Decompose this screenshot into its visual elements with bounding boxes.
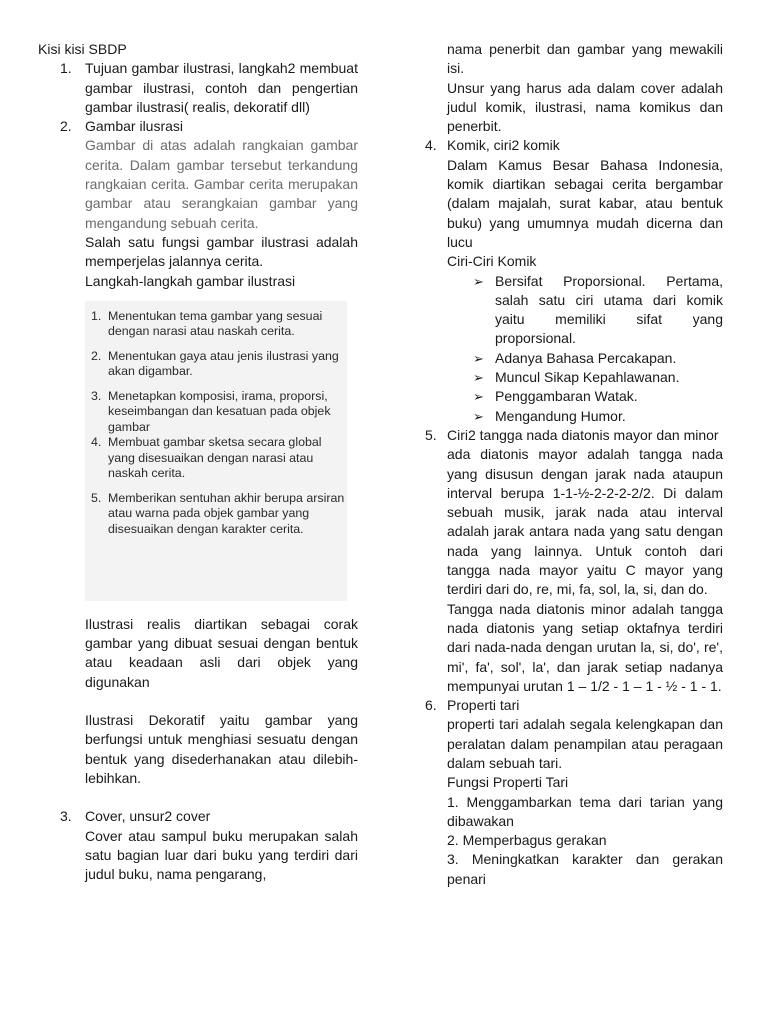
section-5-minor: Tangga nada diatonis minor adalah tangga nada diatonis yang setiap oktafnya terdiri dari nada-nada dengan urutan la, si, do', re', mi', fa', sol', la', dan jarak setiap nadanya mempunyai urutan 1 – 1/2 - 1 – 1 - ½ - 1 - 1.: [447, 600, 723, 694]
section-4: [425, 136, 723, 425]
section-1-text: Tujuan gambar ilustrasi, langkah2 membuat gambar ilustrasi, contoh dan pengertian gambar ilustrasi( realis, dekoratif dll): [85, 60, 358, 115]
steps-image: [85, 301, 347, 601]
section-number: 5.: [425, 426, 437, 443]
section-6-text: properti tari adalah segala kelengkapan dan peralatan dalam penampilan atau peragaan dalam sebuah tari.: [447, 716, 723, 771]
section-2: [38, 117, 358, 291]
section-number: 2.: [60, 118, 72, 135]
bullet-item: ➢ Penggambaran Watak.: [447, 387, 723, 406]
ilustrasi-realis: Ilustrasi realis diartikan sebagai corak gambar yang dibuat sesuai dengan bentuk atau keadaan asli dari objek yang digunakan: [85, 615, 358, 690]
section-number: 3.: [60, 808, 72, 825]
section-3-continuation: nama penerbit dan gambar yang mewakili isi.: [447, 41, 723, 77]
section-2-gray-text: Gambar di atas adalah rangkaian gambar cerita. Dalam gambar tersebut terkandung rangkaian cerita. Gambar cerita merupakan gambar atau serangkaian gambar yang mengandung sebuah cerita.: [85, 137, 358, 231]
arrow-bullet-icon: ➢: [473, 408, 484, 424]
fungsi-item: 3. Meningkatkan karakter dan gerakan penari: [447, 851, 723, 887]
section-3-cont: [425, 40, 723, 136]
section-2-cont: [38, 615, 358, 807]
section-number: 6.: [425, 697, 437, 714]
section-5-heading: Ciri2 tangga nada diatonis mayor dan minor: [447, 426, 719, 443]
section-2-langkah-heading: Langkah-langkah gambar ilustrasi: [85, 272, 296, 289]
bullet-item: ➢ Muncul Sikap Kepahlawanan.: [447, 368, 723, 387]
section-3: [38, 807, 358, 884]
fungsi-properti-heading: Fungsi Properti Tari: [447, 774, 569, 791]
bullet-item: ➢ Mengandung Humor.: [447, 407, 723, 426]
section-number: 1.: [60, 60, 72, 77]
document-title: Kisi kisi SBDP: [38, 41, 127, 57]
step-item: 1. Menentukan tema gambar yang sesuai dengan narasi atau naskah cerita.: [91, 308, 323, 339]
arrow-bullet-icon: ➢: [473, 350, 484, 366]
step-item: 3. Menetapkan komposisi, irama, proporsi, keseimbangan dan kesatuan pada objek gambar: [91, 388, 331, 434]
step-item: 2. Menentukan gaya atau jenis ilustrasi yang akan digambar.: [91, 348, 339, 379]
section-6: [425, 696, 723, 889]
section-4-heading: Komik, ciri2 komik: [447, 137, 560, 154]
section-3-unsur: Unsur yang harus ada dalam cover adalah judul komik, ilustrasi, nama komikus dan penerbit.: [447, 79, 723, 135]
section-2-fungsi: Salah satu fungsi gambar ilustrasi adalah memperjelas jalannya cerita.: [85, 233, 358, 270]
right-column: [425, 40, 723, 889]
section-2-heading: Gambar ilusrasi: [85, 118, 184, 135]
arrow-bullet-icon: ➢: [473, 389, 484, 405]
section-6-heading: Properti tari: [447, 697, 520, 714]
left-column: [38, 40, 358, 884]
ciri-komik-heading: Ciri-Ciri Komik: [447, 253, 537, 270]
step-item: 4. Membuat gambar sketsa secara global yang disesuaikan dengan narasi atau naskah cerita.: [91, 435, 322, 481]
fungsi-item: 2. Memperbagus gerakan: [447, 832, 607, 849]
bullet-item: ➢ Bersifat Proporsional. Pertama, salah satu ciri utama dari komik yaitu memiliki sifat yang proporsional.: [473, 272, 723, 347]
section-3-text: Cover atau sampul buku merupakan salah satu bagian luar dari buku yang terdiri dari judul buku, nama pengarang,: [85, 827, 358, 883]
section-1: [38, 59, 358, 117]
section-5-mayor: ada diatonis mayor adalah tangga nada yang disusun dengan jarak nada ataupun interval berupa 1-1-½-2-2-2-2/2. Di dalam sebuah musik, jarak nada atau interval adalah jarak antara nada yang satu dengan nada yang lainnya. Untuk contoh dari tangga nada mayor yaitu C mayor yang terdiri dari do, re, mi, fa, sol, la, si, dan do.: [447, 446, 723, 598]
arrow-bullet-icon: ➢: [473, 370, 484, 386]
step-item: 5. Memberikan sentuhan akhir berupa arsiran atau warna pada objek gambar yang disesuaikan dengan karakter cerita.: [91, 490, 345, 536]
ilustrasi-dekoratif: Ilustrasi Dekoratif yaitu gambar yang berfungsi untuk menghiasi sesuatu dengan bentuk yang disederhanakan atau dilebih-lebihkan.: [85, 712, 358, 786]
bullet-item: ➢ Adanya Bahasa Percakapan.: [447, 349, 723, 368]
arrow-bullet-icon: ➢: [473, 273, 484, 289]
section-4-text: Dalam Kamus Besar Bahasa Indonesia, komik diartikan sebagai cerita bergambar (dalam majalah, surat kabar, atau bentuk buku) yang umumnya mudah dicerna dan lucu: [447, 156, 723, 250]
section-number: 4.: [425, 137, 437, 154]
section-3-heading: Cover, unsur2 cover: [85, 808, 211, 825]
section-5: [425, 426, 723, 696]
fungsi-item: 1. Menggambarkan tema dari tarian yang dibawakan: [447, 793, 723, 829]
